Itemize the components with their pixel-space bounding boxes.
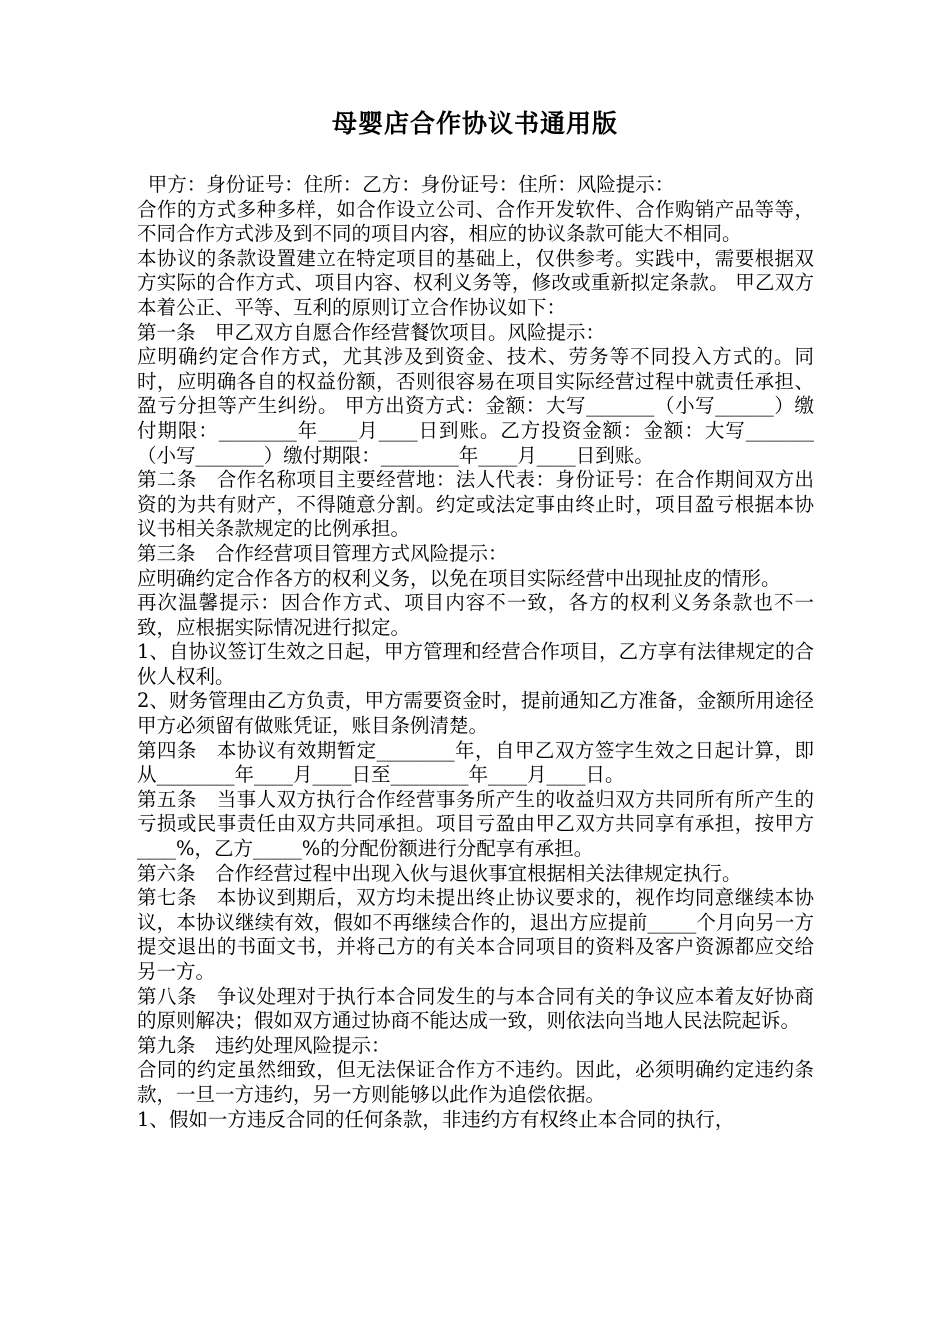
article-3-item-1: 1、自协议签订生效之日起，甲方管理和经营合作项目，乙方享有法律规定的合伙人权利。: [137, 640, 814, 688]
article-8: 第八条 争议处理对于执行本合同发生的与本合同有关的争议应本着友好协商的原则解决；假如双方通过协商不能达成一致，则依法向当地人民法院起诉。: [137, 984, 814, 1033]
article-9-note: 合同的约定虽然细致，但无法保证合作方不违约。因此，必须明确约定违约条款，一旦一方违约，另一方则能够以此作为追偿依据。: [137, 1058, 814, 1106]
article-2: 第二条 合作名称项目主要经营地：法人代表：身份证号：在合作期间双方出资的为共有财产，不得随意分割。约定或法定事由终止时，项目盈亏根据本协议书相关条款规定的比例承担。: [137, 468, 814, 541]
article-5: 第五条 当事人双方执行合作经营事务所产生的收益归双方共同所有所产生的亏损或民事责任由双方共同承担。项目亏盈由甲乙双方共同享有承担，按甲方____%，乙方_____%的分配份额进行分配享有承担。: [137, 787, 814, 861]
article-9-item-1: 1、假如一方违反合同的任何条款，非违约方有权终止本合同的执行，: [137, 1107, 735, 1131]
party-info-paragraph: 甲方：身份证号：住所：乙方：身份证号：住所：风险提示：: [147, 173, 675, 196]
article-1-heading: 第一条 甲乙双方自愿合作经营餐饮项目。风险提示：: [137, 320, 606, 344]
article-1-body: 应明确约定合作方式，尤其涉及到资金、技术、劳务等不同投入方式的。同时，应明确各自的权益份额，否则很容易在项目实际经营过程中就责任承担、盈亏分担等产生纠纷。 甲方出资方式：金额：大写_______（小写______）缴付期限：________年____月____日到账。乙方投资金额：金额：大写_______（小写_______）缴付期限：________年____月____日到账。: [137, 345, 814, 467]
document-body: [137, 173, 814, 1132]
article-7: 第七条 本协议到期后，双方均未提出终止协议要求的，视作均同意继续本协议，本协议继续有效，假如不再继续合作的，退出方应提前_____个月向另一方提交退出的书面文书，并将己方的有关本合同项目的资料及客户资源都应交给另一方。: [137, 886, 814, 983]
document-title: 母婴店合作协议书通用版: [331, 109, 618, 138]
risk-note-paragraph: 合作的方式多种多样，如合作设立公司、合作开发软件、合作购销产品等等，不同合作方式涉及到不同的项目内容，相应的协议条款可能大不相同。: [137, 197, 814, 246]
reminder-paragraph: 再次温馨提示：因合作方式、项目内容不一致，各方的权利义务条款也不一致，应根据实际情况进行拟定。: [137, 591, 814, 639]
article-9-heading: 第九条 违约处理风险提示：: [137, 1033, 391, 1057]
intro-paragraph: 本协议的条款设置建立在特定项目的基础上，仅供参考。实践中，需要根据双方实际的合作方式、项目内容、权利义务等，修改或重新拟定条款。 甲乙双方本着公正、平等、互利的原则订立合作协议如下：: [137, 246, 814, 319]
article-4: 第四条 本协议有效期暂定________年，自甲乙双方签字生效之日起计算，即从________年____月____日至________年____月____日。: [137, 738, 814, 787]
article-3-item-2: 2、财务管理由乙方负责，甲方需要资金时，提前通知乙方准备，金额所用途径甲方必须留有做账凭证，账目条例清楚。: [137, 689, 814, 738]
article-3-heading: 第三条 合作经营项目管理方式风险提示：: [137, 541, 508, 565]
article-6: 第六条 合作经营过程中出现入伙与退伙事宜根据相关法律规定执行。: [137, 861, 742, 885]
article-3-note: 应明确约定合作各方的权利义务，以免在项目实际经营中出现扯皮的情形。: [137, 566, 781, 590]
